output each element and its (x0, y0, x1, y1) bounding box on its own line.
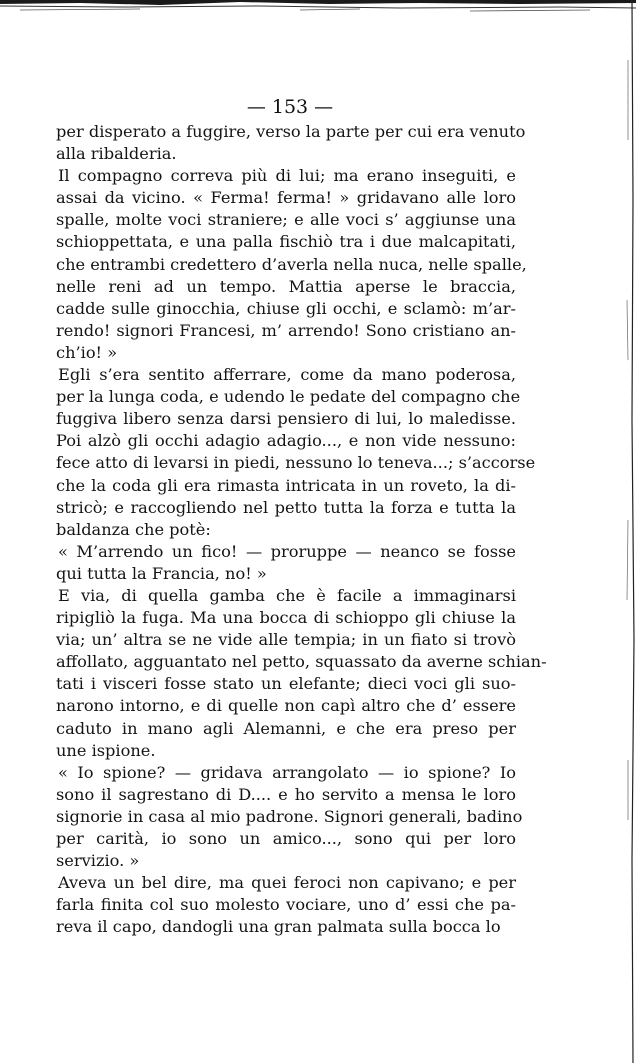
scan-edge-top (0, 0, 636, 16)
page-number: — 153 — (246, 96, 334, 118)
text-line: nelle reni ad un tempo. Mattia aperse le braccia, (56, 276, 516, 296)
scan-edge-right (622, 0, 636, 1063)
text-line: Egli s’era sentito afferrare, come da mano poderosa, (58, 365, 516, 385)
text-line: spalle, molte voci straniere; e alle voci s’ aggiunse una (56, 210, 516, 230)
paragraph (56, 585, 547, 762)
text-line: sono il sagrestano di D.... e ho servito a mensa le loro (56, 784, 516, 804)
text-line: cadde sulle ginocchia, chiuse gli occhi, e sclamò: m’ar- (56, 298, 516, 318)
text-line: stricò; e raccogliendo nel petto tutta la forza e tutta la (56, 497, 516, 517)
text-line: signorie in casa al mio padrone. Signori generali, badino (56, 806, 523, 826)
text-line: une ispione. (56, 740, 156, 760)
paragraph (56, 872, 516, 938)
text-line: Aveva un bel dire, ma quei feroci non capivano; e per (58, 873, 516, 893)
text-line: ripigliò la fuga. Ma una bocca di schioppo gli chiuse la (56, 608, 516, 628)
text-line: via; un’ altra se ne vide alle tempia; in un fiato si trovò (56, 630, 516, 650)
paragraph (56, 165, 527, 364)
paragraph (56, 541, 516, 585)
text-line: per carità, io sono un amico..., sono qui per loro (56, 829, 516, 848)
text-line: che entrambi credettero d’averla nella nuca, nelle spalle, (56, 254, 527, 274)
text-line: « Io spione? — gridava arrangolato — io spione? Io (58, 762, 516, 782)
paragraph (56, 364, 536, 541)
text-line: E via, di quella gamba che è facile a immaginarsi (58, 585, 516, 605)
text-line: Poi alzò gli occhi adagio adagio..., e non vide nessuno: (56, 431, 516, 451)
paragraph (56, 762, 523, 872)
text-line: baldanza che potè: (56, 519, 211, 539)
text-line: reva il capo, dandogli una gran palmata sulla bocca lo (56, 917, 501, 937)
text-line: caduto in mano agli Alemanni, e che era preso per (56, 718, 516, 738)
text-line: tati i visceri fosse stato un elefante; dieci voci gli suo- (56, 674, 516, 694)
text-line: Il compagno correva più di lui; ma erano inseguiti, e (58, 166, 516, 186)
text-line: narono intorno, e di quelle non capì altro che d’ essere (56, 696, 516, 716)
text-line: affollato, agguantato nel petto, squassato da averne schian- (56, 652, 547, 672)
text-line: alla ribalderia. (56, 144, 177, 164)
body-text (56, 121, 547, 938)
text-line: fece atto di levarsi in piedi, nessuno lo teneva...; s’accorse (56, 453, 536, 473)
text-line: farla finita col suo molesto vociare, uno d’ essi che pa- (56, 895, 516, 915)
text-line: servizio. » (56, 851, 140, 871)
text-line: schioppettata, e una palla fischiò tra i due malcapitati, (56, 232, 516, 252)
text-line: qui tutta la Francia, no! » (56, 563, 267, 583)
text-line: fuggiva libero senza darsi pensiero di lui, lo maledisse. (56, 409, 516, 429)
text-line: per la lunga coda, e udendo le pedate del compagno che (56, 387, 521, 407)
text-line: rendo! signori Francesi, m’ arrendo! Sono cristiano an- (56, 320, 516, 340)
text-line: assai da vicino. « Ferma! ferma! » gridavano alle loro (56, 188, 516, 208)
paragraph (56, 121, 526, 165)
text-line: per disperato a fuggire, verso la parte per cui era venuto (56, 122, 526, 141)
text-line: che la coda gli era rimasta intricata in un roveto, la di- (56, 475, 516, 495)
text-line: ch’io! » (56, 342, 118, 362)
text-line: « M’arrendo un fico! — proruppe — neanco se fosse (58, 541, 516, 561)
